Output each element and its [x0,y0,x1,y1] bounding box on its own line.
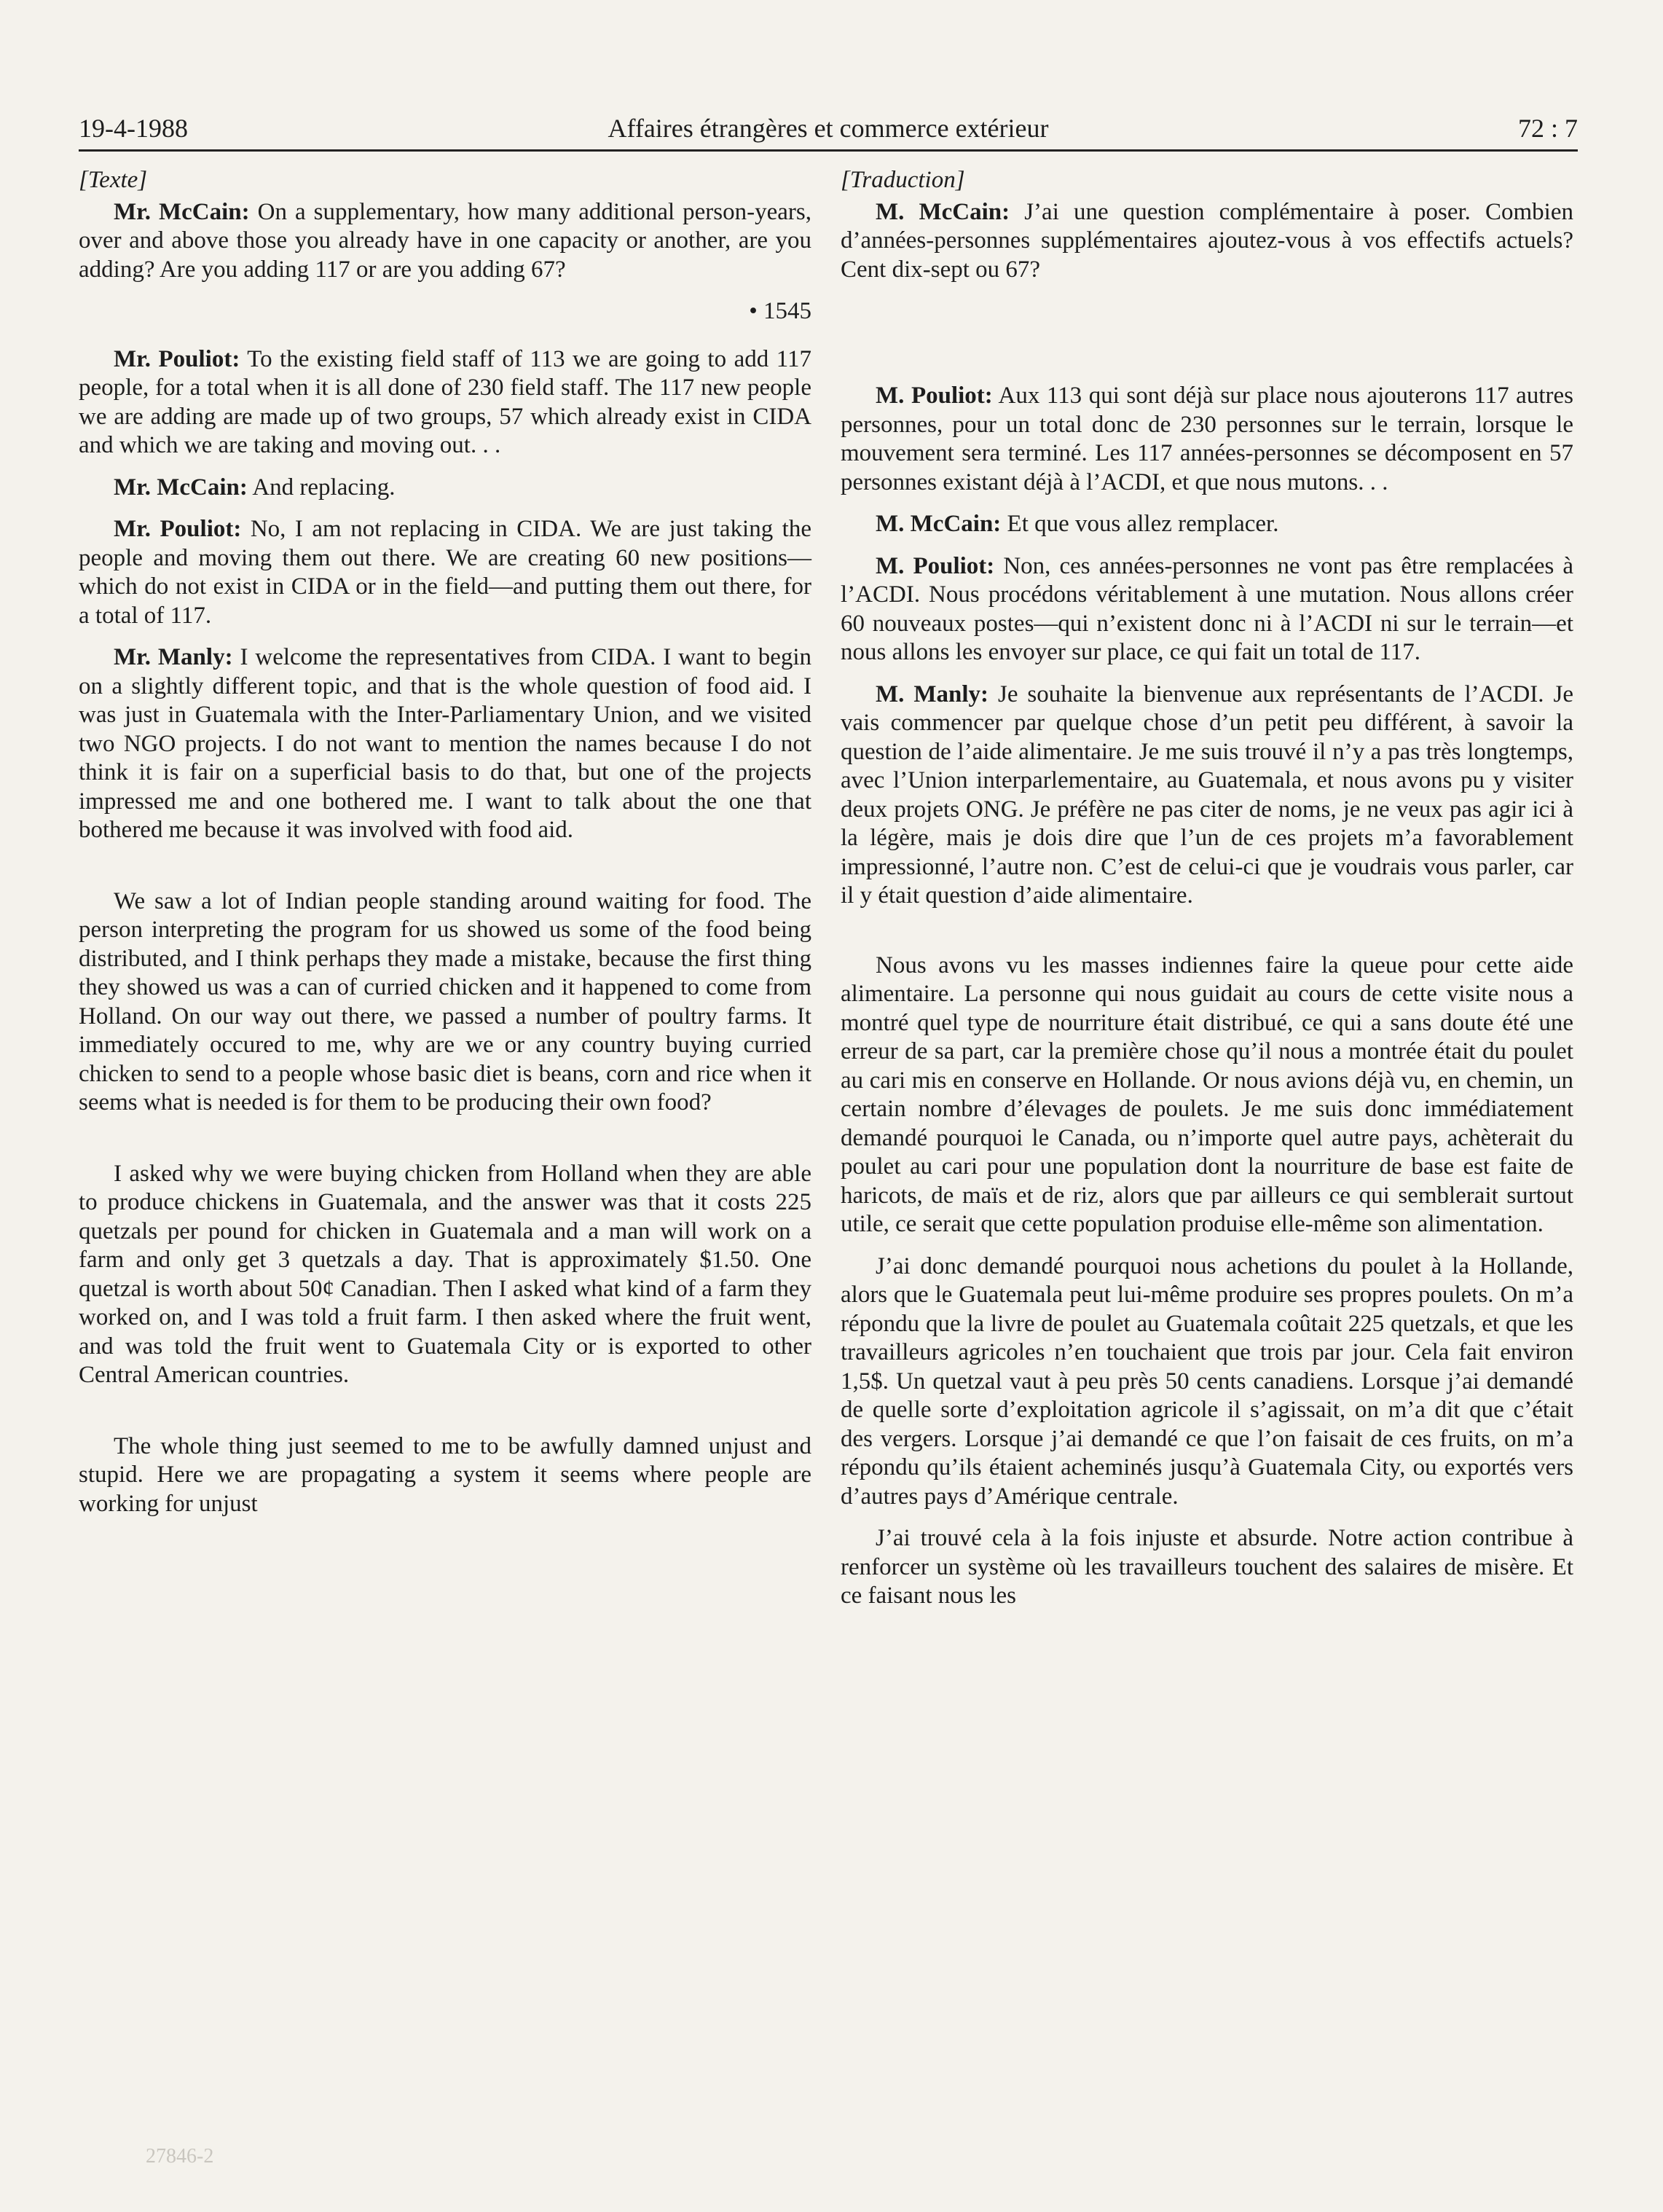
speaker: M. Manly: [876,681,989,707]
speaker: M. Pouliot: [876,552,995,579]
paragraph-text: J’ai une question complémentaire à poser. Combien d’années-personnes supplémentaires ajoutez-vous à vos effectifs actuels? Cent dix-sept ou 67? [841,198,1573,283]
paragraph-text: Je souhaite la bienvenue aux représentants de l’ACDI. Je vais commencer par quelque chose d’un petit peu différent, à savoir la question de l’aide alimentaire. Je me suis trouvé il n’y a pas très longtemps, avec l’Union interparlementaire, au Guatemala, et nous avons pu y visiter deux projets ONG. Je préfère ne pas citer de noms, je ne veux pas agir ici à la légère, mais je dois dire que l’un de ces projets m’a favorablement impressionné, l’autre non. C’est de celui-ci que je voudrais vous parler, car il y était question d’aide alimentaire. [841,681,1573,909]
text-tag: [Texte] [79,167,148,193]
paragraph [79,474,811,503]
paragraph [79,515,811,630]
paragraph-text: Et que vous allez remplacer. [1007,511,1279,537]
paragraph: J’ai trouvé cela à la fois injuste et absurde. Notre action contribue à renforcer un système où les travailleurs touchent des salaires de misère. Et ce faisant nous les [841,1525,1573,1609]
speaker: Mr. Pouliot: [114,516,242,542]
paragraph [841,681,1573,911]
speaker: M. McCain: [876,198,1010,225]
paragraph: We saw a lot of Indian people standing around waiting for food. The person interpreting the program for us showed us some of the food being distributed, and I think perhaps they made a mistake, because the first thing they showed us was a can of curried chicken and it happened to come from Holland. On our way out there, we passed a number of poultry farms. It immediately occured to me, why are we or any country buying curried chicken to send to a people whose basic diet is beans, corn and rice when it seems what is needed is for them to be producing their own food? [79,887,811,1115]
speaker: M. McCain: [876,511,1002,537]
speaker: Mr. McCain: [114,198,250,225]
speaker: Mr. McCain: [114,474,248,501]
paragraph-text: On a supplementary, how many additional person-years, over and above those you already have in one capacity or another, are you adding? Are you adding 117 or are you adding 67? [79,198,812,283]
timestamp: • 1545 [749,298,811,324]
paragraph [841,198,1573,285]
english-column [79,166,811,1531]
french-column [841,166,1573,1624]
spacer [79,1131,811,1160]
speaker: M. Pouliot: [876,383,993,409]
print-mark: 27846-2 [146,2145,214,2168]
spacer [79,858,811,887]
paragraph [841,552,1573,667]
paragraph [79,198,811,285]
paragraph [79,643,811,845]
paragraph-text: To the existing field staff of 113 we are going to add 117 people, for a total when it is all done of 230 field staff. The 117 new people we are adding are made up of two groups, 57 which already exist in CIDA and which we are taking and moving out. . . [79,345,811,458]
header-title: Affaires étrangères et commerce extérieur [608,114,1049,143]
paragraph [79,345,811,460]
paragraph [841,382,1573,497]
paragraph: I asked why we were buying chicken from Holland when they are able to produce chickens in Guatemala, and the answer was that it costs 225 quetzals per pound for chicken in Guatemala and a man will work on a farm and only get 3 quetzals a day. That is approximately $1.50. One quetzal is worth about 50¢ Canadian. Then I asked what kind of a farm they worked on, and I was told a fruit farm. I then asked where the fruit went, and was told the fruit went to Guatemala City or is exported to other Central American countries. [79,1160,811,1388]
paragraph: Nous avons vu les masses indiennes faire la queue pour cette aide alimentaire. La personne qui nous guidait au cours de cette visite nous a montré quel type de nourriture était distribué, ce qui a sans doute été une erreur de sa part, car la première chose qu’il nous a montrée était du poulet au cari mis en conserve en Hollande. Or nous avions déjà vu, en chemin, un certain nombre d’élevages de poulets. Je me suis donc immédiatement demandé pourquoi le Canada, ou n’importe quel autre pays, achèterait du poulet au cari pour une population dont la nourriture de base est faite de haricots, de maïs et de riz, alors que par ailleurs ce qui semblerait surtout utile, ce serait que cette population produise elle-même son alimentation. [841,952,1573,1237]
paragraph-text: No, I am not replacing in CIDA. We are just taking the people and moving them out there. We are creating 60 new positions—which do not exist in CIDA or in the field—and putting them out there, for a total of 117. [79,516,811,629]
speaker: Mr. Manly: [114,644,233,670]
spacer [79,1403,811,1432]
spacer [841,297,1573,382]
speaker: Mr. Pouliot: [114,345,240,372]
header-rule [79,149,1578,152]
paragraph-text: I welcome the representatives from CIDA. I want to begin on a slightly different topic, and that is the whole question of food aid. I was just in Guatemala with the Inter-Parliamentary Union, and we visited two NGO projects. I do not want to mention the names because I do not think it is fair on a superficial basis to do that, but one of the projects impressed me and one bothered me. I want to talk about the one that bothered me because it was involved with food aid. [79,644,812,843]
paragraph-text: Aux 113 qui sont déjà sur place nous ajouterons 117 autres personnes, pour un total donc de 230 personnes sur le terrain, lorsque le mouvement sera terminé. Les 117 années-personnes se décomposent en 57 personnes existant déjà à l’ACDI, et que nous mutons. . . [841,383,1573,495]
header-date: 19-4-1988 [79,114,188,143]
header-page-number: 72 : 7 [1517,114,1578,143]
translation-tag: [Traduction] [841,167,965,193]
paragraph: J’ai donc demandé pourquoi nous achetions du poulet à la Hollande, alors que le Guatemala peut lui-même produire ses propres poulets. On m’a répondu que la livre de poulet au Guatemala coûtait 225 quetzals, et que les travailleurs agricoles n’en touchaient que trois par jour. Cela fait environ 1,5$. Un quetzal vaut à peu près 50 cents canadiens. Lorsque j’ai demandé de quelle sorte d’exploitation agricole il s’agissait, on m’a dit que c’était des vergers. Lorsque j’ai demandé ce que l’on faisait de ces fruits, on m’a répondu qu’ils étaient acheminés jusqu’à Guatemala City, ou exportés vers d’autres pays d’Amérique centrale. [841,1252,1573,1510]
running-header [79,108,1578,149]
paragraph-text: Non, ces années-personnes ne vont pas être remplacées à l’ACDI. Nous procédons véritablement à une mutation. Nous allons créer 60 nouveaux postes—qui n’existent donc ni à l’ACDI ni sur le terrain—et nous allons les envoyer sur place, ce qui fait un total de 117. [841,552,1574,665]
spacer [841,924,1573,952]
paragraph-text: And replacing. [252,474,396,501]
paragraph [841,510,1573,539]
paragraph: The whole thing just seemed to me to be awfully damned unjust and stupid. Here we are propagating a system it seems where people are working for unjust [79,1432,811,1517]
